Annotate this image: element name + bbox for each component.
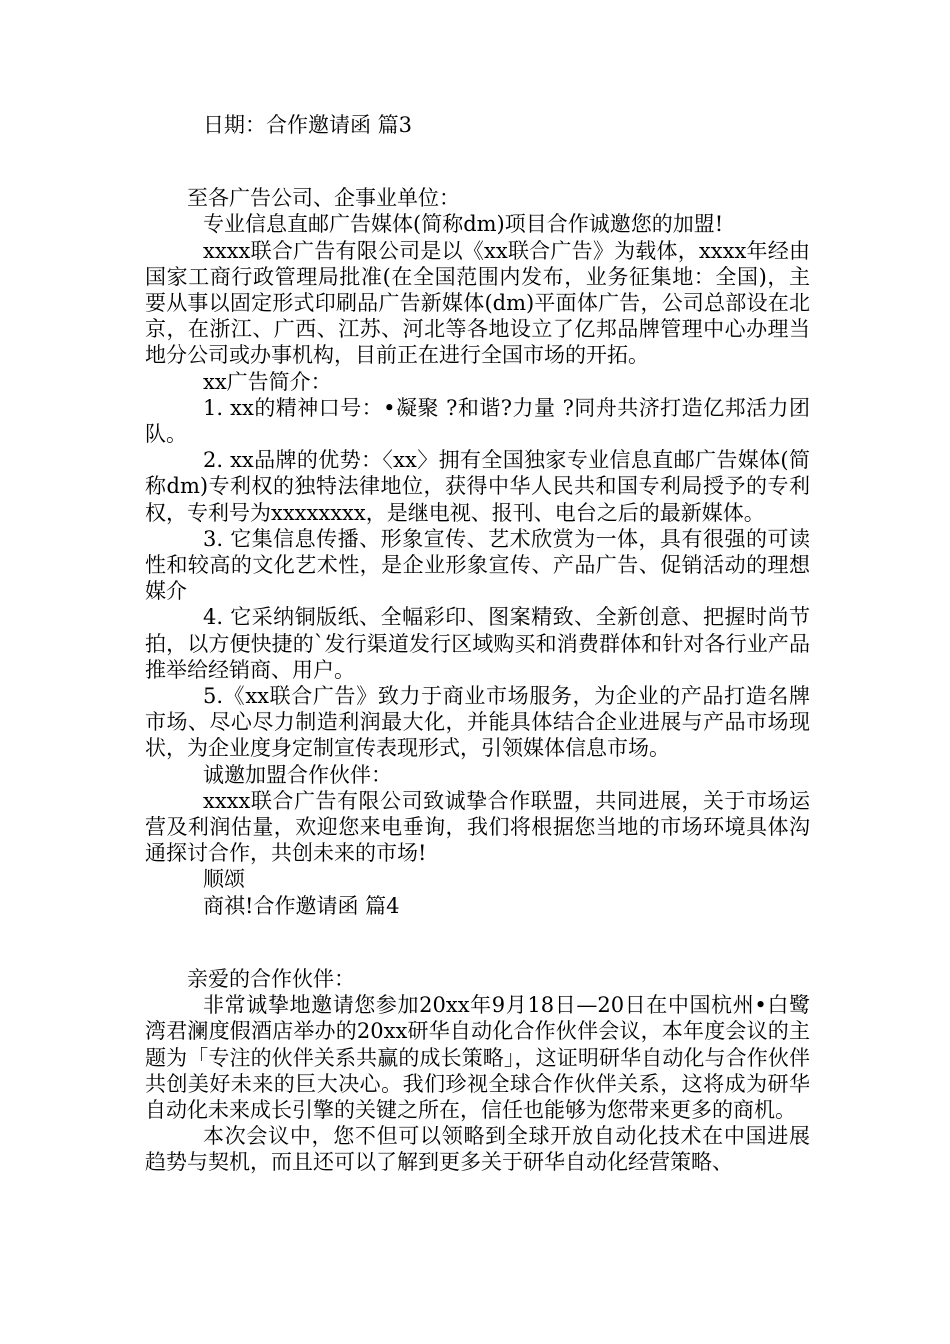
partner-paragraph: xxxx联合广告有限公司致诚挚合作联盟，共同进展，关于市场运营及利润估量，欢迎您来电垂询，我们将根据您当地的市场环境具体沟通探讨合作，共创未来的市场! [145, 788, 810, 866]
closing-line: 顺颂 [203, 867, 245, 892]
sign-line: 商祺!合作邀请函 篇4 [203, 893, 400, 918]
list-item: 4. 它采纳铜版纸、全幅彩印、图案精致、全新创意、把握时尚节拍，以方便快捷的`发行渠道发行区域购买和消费群体和针对各行业产品推举给经销商、用户。 [145, 605, 810, 682]
company-paragraph: xxxx联合广告有限公司是以《xx联合广告》为载体，xxxx年经由国家工商行政管理局批准(在全国范围内发布，业务征集地：全国)，主要从事以固定形式印刷品广告新媒体(dm)平面体广告，公司总部设在北京，在浙江、广西、江苏、河北等各地设立了亿邦品牌管理中心办理当地分公司或办事机构，目前正在进行全国市场的开拓。 [145, 238, 810, 368]
list-item: 3. 它集信息传播、形象宣传、艺术欣赏为一体，具有很强的可读性和较高的文化艺术性，是企业形象宣传、产品广告、促销活动的理想媒介 [145, 526, 810, 604]
list-item: 5.《xx联合广告》致力于商业市场服务，为企业的产品打造名牌市场、尽心尽力制造利润最大化，并能具体结合企业进展与产品市场现状，为企业度身定制宣传表现形式，引领媒体信息市场。 [145, 684, 810, 761]
list-item: 1. xx的精神口号：•凝聚 ?和谐?力量 ?同舟共济打造亿邦活力团队。 [145, 395, 810, 447]
meeting-paragraph: 本次会议中，您不但可以领略到全球开放自动化技术在中国进展趋势与契机，而且还可以了解到更多关于研华自动化经营策略、 [145, 1124, 810, 1175]
partner-heading: 诚邀加盟合作伙伴： [203, 762, 392, 787]
document-page [145, 112, 810, 1176]
invitation-paragraph: 非常诚挚地邀请您参加20xx年9月18日—20日在中国杭州•白鹭湾君澜度假酒店举办的20xx研华自动化合作伙伴会议，本年度会议的主题为「专注的伙伴关系共赢的成长策略」，这证明研华自动化与合作伙伴共创美好未来的巨大决心。我们珍视全球合作伙伴关系，这将成为研华自动化未来成长引擎的关键之所在，信任也能够为您带来更多的商机。 [145, 993, 810, 1122]
list-item: 2. xx品牌的优势：〈xx〉拥有全国独家专业信息直邮广告媒体(简称dm)专利权的独特法律地位，获得中华人民共和国专利局授予的专利权，专利号为xxxxxxxx，是继电视、报刊、电台之后的最新媒体。 [145, 448, 810, 525]
date-line: 日期：合作邀请函 篇3 [203, 113, 413, 137]
brief-heading: xx广告简介： [203, 369, 332, 394]
salutation-4: 亲爱的合作伙伴： [187, 966, 355, 991]
salutation-3: 至各广告公司、企事业单位： [187, 186, 460, 211]
intro-line: 专业信息直邮广告媒体(简称dm)项目合作诚邀您的加盟! [203, 212, 724, 237]
